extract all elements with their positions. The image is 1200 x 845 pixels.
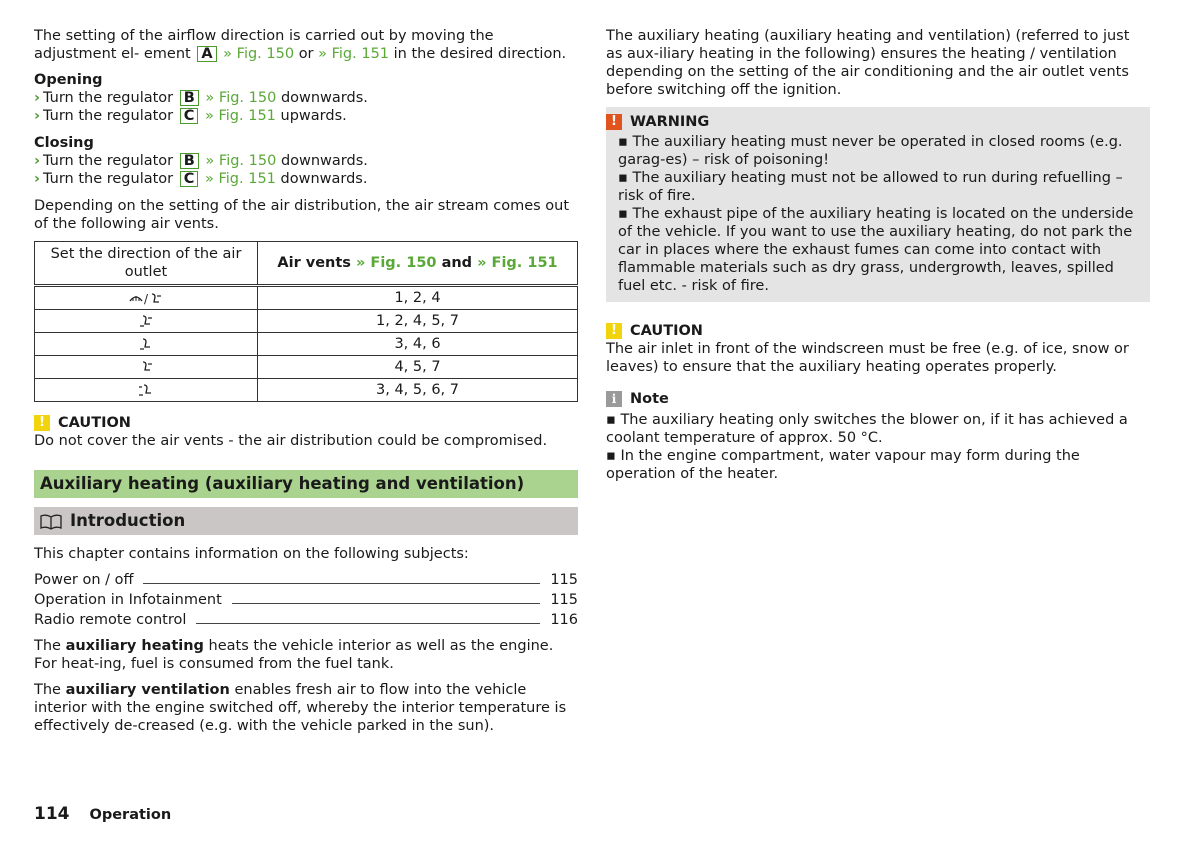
col-header-vents: Air vents » Fig. 150 and » Fig. 151 [258, 242, 578, 286]
toc-item[interactable]: Power on / off 115 [34, 572, 578, 588]
table-row [35, 310, 578, 333]
closing-step-1: › Turn the regulator B » Fig. 150 downwards. [34, 153, 368, 169]
closing-step-2: › Turn the regulator C » Fig. 151 downwards. [34, 171, 368, 187]
vents-cell: 3, 4, 6 [258, 333, 578, 356]
col-header-direction: Set the direction of the air outlet [35, 242, 258, 286]
toc-list [34, 571, 578, 629]
warning-icon: ! [606, 114, 622, 130]
air-vents-table [34, 241, 578, 402]
footer-section: Operation [89, 807, 172, 823]
warning-item: ▪ The auxiliary heating must not be allowed to run during refuelling – risk of fire. [618, 170, 1123, 204]
caution-icon: ! [606, 323, 622, 339]
caution-heading: ! CAUTION [34, 414, 578, 432]
note-item: ▪ In the engine compartment, water vapour may form during the operation of the heater. [606, 448, 1080, 482]
chapter-intro: This chapter contains information on the following subjects: [34, 546, 469, 562]
info-icon: i [606, 391, 622, 407]
caution-heading: ! CAUTION [606, 322, 1150, 340]
vents-cell: 1, 2, 4 [258, 286, 578, 310]
distribution-text: Depending on the setting of the air distribution, the air stream comes out of the following air vents. [34, 198, 570, 232]
toc-item[interactable]: Radio remote control 116 [34, 612, 578, 628]
air-to-feet-icon [35, 333, 258, 356]
fig-link[interactable]: » Fig. 150 [205, 153, 277, 169]
caution-icon: ! [34, 415, 50, 431]
left-column [34, 27, 578, 743]
note-item: ▪ The auxiliary heating only switches the blower on, if it has achieved a coolant temperature of approx. 50 °C. [606, 412, 1128, 446]
fig-link[interactable]: » Fig. 150 [356, 255, 437, 271]
page-footer [34, 805, 171, 824]
air-to-head-and-feet-icon [35, 379, 258, 402]
opening-step-2: › Turn the regulator C » Fig. 151 upwards. [34, 108, 347, 124]
table-header-row [35, 242, 578, 286]
opening-step-1: › Turn the regulator B » Fig. 150 downwards. [34, 90, 368, 106]
vents-cell: 3, 4, 5, 6, 7 [258, 379, 578, 402]
paragraph-auxiliary-ventilation: The auxiliary ventilation enables fresh air to flow into the vehicle interior with the engine switched off, whereby the interior temperature is effectively de-creased (e.g. with the vehicle parked in the sun). [34, 682, 567, 734]
page-number: 114 [34, 804, 70, 824]
fig-link[interactable]: » Fig. 151 [318, 46, 390, 62]
fig-link[interactable]: » Fig. 151 [205, 171, 276, 187]
fig-link[interactable]: » Fig. 150 [223, 46, 295, 62]
fig-link[interactable]: » Fig. 151 [477, 255, 558, 271]
toc-item[interactable]: Operation in Infotainment 115 [34, 592, 578, 608]
warning-box [606, 107, 1150, 302]
chevron-right-icon: › [34, 90, 40, 106]
table-row [35, 356, 578, 379]
note-heading: i Note [606, 390, 1150, 408]
auxiliary-intro: The auxiliary heating (auxiliary heating and ventilation) (referred to just as aux-iliary heating in the following) ensures the heating / ventilation depending on the setting of the air conditioning and the air outlet vents before switching off the ignition. [606, 28, 1130, 98]
table-row [35, 379, 578, 402]
vents-cell: 1, 2, 4, 5, 7 [258, 310, 578, 333]
caution-text: The air inlet in front of the windscreen must be free (e.g. of ice, snow or leaves) to ensure that the auxiliary heating operates properly. [606, 341, 1129, 375]
windscreen-and-body-icon [35, 286, 258, 310]
opening-heading: Opening [34, 72, 103, 88]
chevron-right-icon: › [34, 153, 40, 169]
label-box-a: A [197, 46, 216, 62]
chevron-right-icon: › [34, 108, 40, 124]
air-to-body-and-feet-icon [35, 310, 258, 333]
svg-text:/: / [144, 292, 149, 305]
fig-link[interactable]: » Fig. 151 [205, 108, 276, 124]
warning-heading: ! WARNING [606, 113, 1140, 131]
caution-text: Do not cover the air vents - the air distribution could be compromised. [34, 433, 548, 449]
section-heading-auxiliary-heating: Auxiliary heating (auxiliary heating and ventilation) [34, 470, 578, 498]
vents-cell: 4, 5, 7 [258, 356, 578, 379]
closing-heading: Closing [34, 135, 94, 151]
air-to-body-icon [35, 356, 258, 379]
table-row [35, 333, 578, 356]
fig-link[interactable]: » Fig. 150 [205, 90, 277, 106]
chevron-right-icon: › [34, 171, 40, 187]
warning-item: ▪ The auxiliary heating must never be operated in closed rooms (e.g. garag-es) – risk of poisoning! [618, 134, 1123, 168]
table-row [35, 286, 578, 310]
warning-item: ▪ The exhaust pipe of the auxiliary heating is located on the underside of the vehicle. If you want to use the auxiliary heating, do not park the car in places where the exhaust fumes can come into contact with flammable materials such as dry grass, undergrowth, leaves, spilled fuel etc. - risk of fire. [618, 206, 1134, 294]
book-icon [40, 512, 62, 530]
right-column [606, 27, 1150, 483]
section-heading-introduction: Introduction [34, 507, 578, 535]
airflow-intro: The setting of the airflow direction is carried out by moving the adjustment el- ement A » Fig. 150 or » Fig. 151 in the desired direction. [34, 28, 567, 62]
paragraph-auxiliary-heating: The auxiliary heating heats the vehicle interior as well as the engine. For heat-ing, fuel is consumed from the fuel tank. [34, 638, 554, 672]
